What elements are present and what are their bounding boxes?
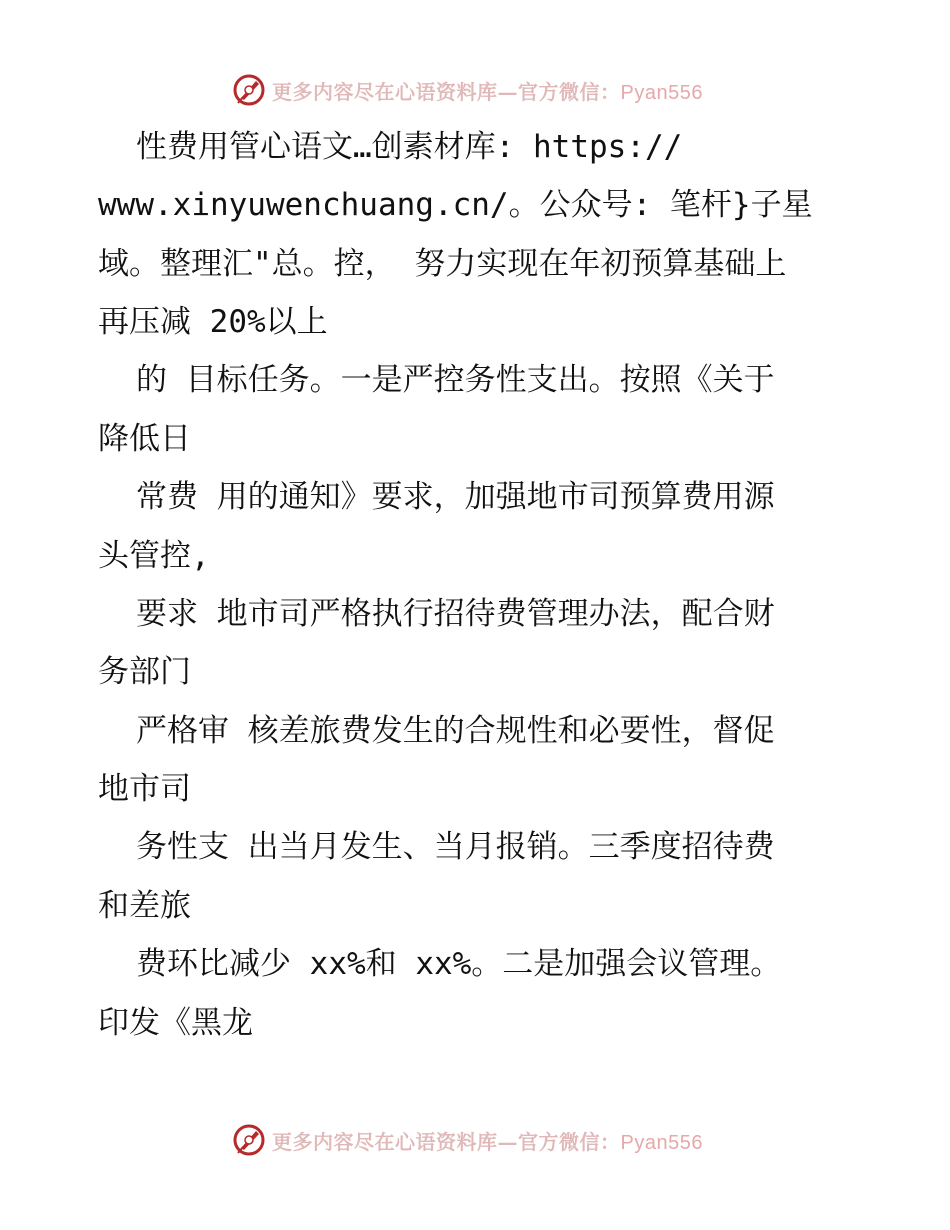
text-line: 印发《黑龙 (98, 1005, 253, 1041)
text-line: 域。整理汇"总。控， 努力实现在年初预算基础上 (98, 246, 787, 282)
text-line: 头管控, (98, 538, 210, 574)
text-line: 和差旅 (98, 888, 191, 924)
quill-logo-icon (232, 73, 266, 107)
wechat-id: Pyan556 (620, 1131, 703, 1154)
text-line: 性费用管心语文…创素材库: https:// (136, 129, 683, 165)
text-line: 的 目标任务。一是严控务性支出。按照《关于 (136, 362, 775, 398)
text-line: 务性支 出当月发生、当月报销。三季度招待费 (136, 829, 775, 865)
banner-text: 更多内容尽在心语资料库—官方微信：Pyan556 (272, 1129, 703, 1154)
text-line: 务部门 (98, 654, 191, 690)
header-banner (232, 70, 732, 110)
banner-text: 更多内容尽在心语资料库—官方微信：Pyan556 (272, 79, 703, 104)
quill-logo-icon (232, 1123, 266, 1157)
text-line: 费环比减少 xx%和 xx%。二是加强会议管理。 (136, 946, 782, 982)
text-line: 降低日 (98, 421, 191, 457)
wechat-id: Pyan556 (620, 81, 703, 104)
footer-banner (232, 1120, 732, 1160)
text-line: 严格审 核差旅费发生的合规性和必要性，督促 (136, 713, 775, 749)
text-line: 地市司 (98, 771, 191, 807)
text-line: 要求 地市司严格执行招待费管理办法，配合财 (136, 596, 775, 632)
text-line: 再压减 20%以上 (98, 304, 328, 340)
text-line: 常费 用的通知》要求，加强地市司预算费用源 (136, 479, 775, 515)
text-line: www.xinyuwenchuang.cn/。公众号: 笔杆}子星 (98, 187, 813, 223)
